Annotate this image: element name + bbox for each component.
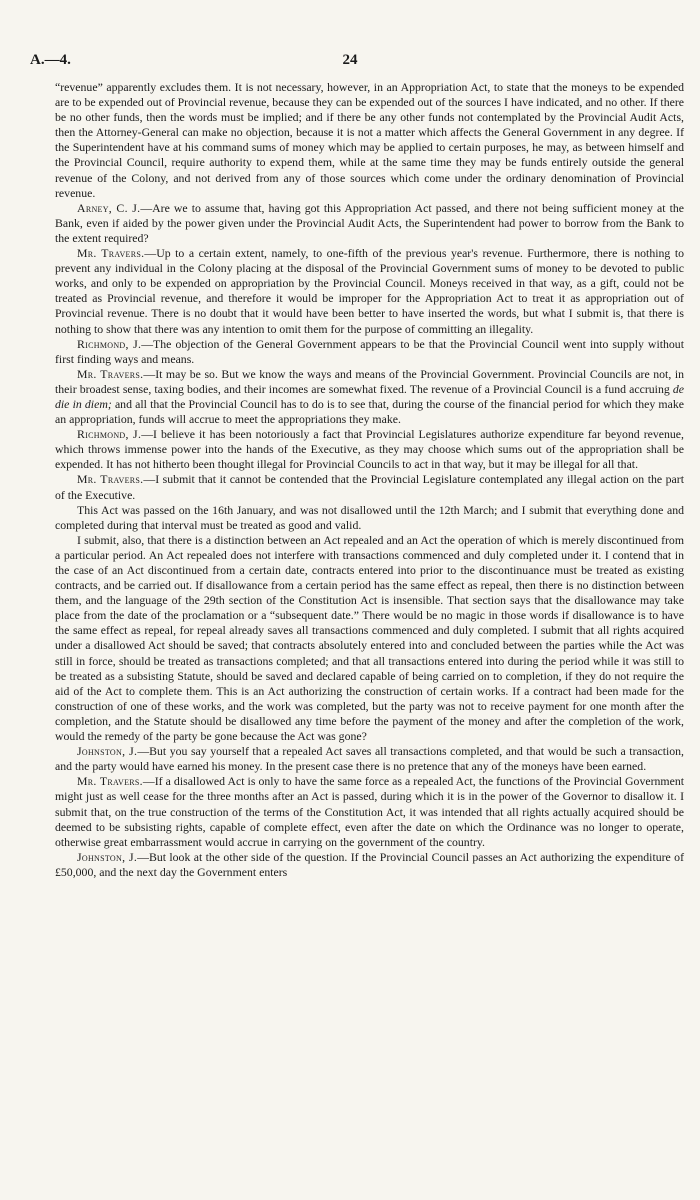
paragraph: Johnston, J.—But you say yourself that a repealed Act saves all transactions completed, and that would be such a transaction, and the party would have earned his money. In the present case there is no pretence that any of the moneys have been earned. [55,744,684,774]
paragraph: “revenue” apparently excludes them. It is not necessary, however, in an Appropriation Act, to state that the moneys to be expended are to be expended out of Provincial revenue, because they can be expended out of the sources I have indicated, and no other. If there be no other funds, then the words must be implied; and if there be any other funds not contemplated by the Provincial Audit Acts, then the Attorney-General can make no objection, because it is not a matter which affects the General Government in any degree. If the Superintendent have at his command sums of money which may be applied to certain purposes, he may, as between himself and the Provincial Council, require authority to expend them, while at the same time they may be funds entirely outside the general revenue of the Colony, and not derived from any of those sources which come under the ordinary denomination of Provincial revenue. [55,80,684,200]
speaker-name: Mr. Travers. [77,774,143,789]
speaker-name: Johnston, J. [77,849,138,864]
paragraph: Richmond, J.—I believe it has been notoriously a fact that Provincial Legislatures authorize expenditure far beyond revenue, which throws immense power into the hands of the Executive, as they may choose which sums out of the appropriation shall be expended. It has not hitherto been thought illegal for Provincial Councils to act in that way, but it may be illegal for all that. [55,427,684,472]
paragraph: Johnston, J.—But look at the other side of the question. If the Provincial Council passes an Act authorizing the expenditure of £50,000, and the next day the Government enters [55,849,684,879]
speaker-name: Arney, C. J. [77,200,141,215]
paragraph: I submit, also, that there is a distinction between an Act repealed and an Act the operation of which is merely discontinued from a particular period. An Act repealed does not interfere with transactions commenced and duly completed under it. I contend that in the case of an Act discontinued from a certain date, contracts entered into prior to the discontinuance must be treated as existing contracts, and be carried out. If disallowance from a certain period has the same effect as repeal, then there is no distinction between them, and the language of the 29th section of the Constitution Act is insensible. That section says that the disallowance may take place from the date of the proclamation or a “subsequent date.” There would be no magic in those words if disallowance is to have the same effect as repeal, for repeal already saves all transactions commenced and duly completed. I submit that all rights acquired under a disallowed Act should be saved; that contracts absolutely entered into and concluded between the parties while the Act was still in force, should be treated as transactions completed; and that all transactions entered into during the period while it was still to be treated as a subsisting Statute, should be saved and declared capable of being carried on to completion, if they do not require the aid of the Act to complete them. This is an Act authorizing the construction of certain works. If a contract had been made for the construction of one of these works, and the work was completed, but the party was not to receive payment for one month after the completion, and the Statute should be disallowed any time before the payment of the money and after the completion of the work, would the remedy of the party be gone because the Act was gone? [55,532,684,744]
speaker-name: Johnston, J. [77,744,138,759]
speaker-name: Richmond, J. [77,336,142,351]
paragraph: Mr. Travers.—Up to a certain extent, namely, to one-fifth of the previous year's revenue. Furthermore, there is nothing to prevent any individual in the Colony placing at the disposal of the Provincial Government sums of money to be devoted to public works, and only to be expended on appropriation by the Provincial Council. Moneys received in that way, as a gift, could not be treated as Provincial revenue, and therefore it would be improper for the Appropriation Act to treat it as appropriation out of Provincial revenue. There is no doubt that it would have been better to have inserted the words, but what I submit is, that there is nothing to show that there was any intention to omit them for the purpose of committing an illegality. [55,246,685,336]
paragraph: This Act was passed on the 16th January, and was not disallowed until the 12th March; and I submit that everything done and completed during that interval must be treated as good and valid. [55,502,684,532]
paragraph: Mr. Travers.—I submit that it cannot be contended that the Provincial Legislature contemplated any illegal action on the part of the Executive. [55,472,685,502]
page-header [16,52,684,74]
paragraph: Mr. Travers.—If a disallowed Act is only to have the same force as a repealed Act, the functions of the Provincial Government might just as well cease for the three months after an Act is passed, during which it is in the power of the Governor to disallow it. I submit that, on the true construction of the terms of the Constitution Act, it was intended that all rights actually acquired should be deemed to be subsisting rights, capable of complete effect, even after the date on which the Ordinance was no longer to operate, otherwise great embarrassment would accrue in carrying on the government of the country. [55,774,685,849]
paragraph: Richmond, J.—The objection of the General Government appears to be that the Provincial Council went into supply without first finding ways and means. [55,336,684,366]
document-body [55,80,684,880]
speaker-name: Mr. Travers. [77,366,144,381]
speaker-name: Richmond, J. [77,427,142,442]
document-reference: A.—4. [30,52,71,68]
paragraph: Arney, C. J.—Are we to assume that, having got this Appropriation Act passed, and there not being sufficient money at the Bank, even if aided by the power given under the Provincial Audit Acts, the Superintendent had power to borrow from the Bank to the extent required? [55,200,684,245]
page-number: 24 [342,52,358,68]
latin-phrase: de die in diem; [55,381,684,411]
paragraph: Mr. Travers.—It may be so. But we know the ways and means of the Provincial Government. Provincial Councils are not, in their broadest sense, taxing bodies, and their incomes are somewhat fixed. The revenue of a Provincial Council is a fund accruing de die in diem; and all that the Provincial Council has to do is to see that, during the course of the financial period for which they make an appropriation, funds will accrue to meet the appropriations they make. [55,366,684,427]
speaker-name: Mr. Travers. [77,472,144,487]
speaker-name: Mr. Travers. [77,246,145,261]
